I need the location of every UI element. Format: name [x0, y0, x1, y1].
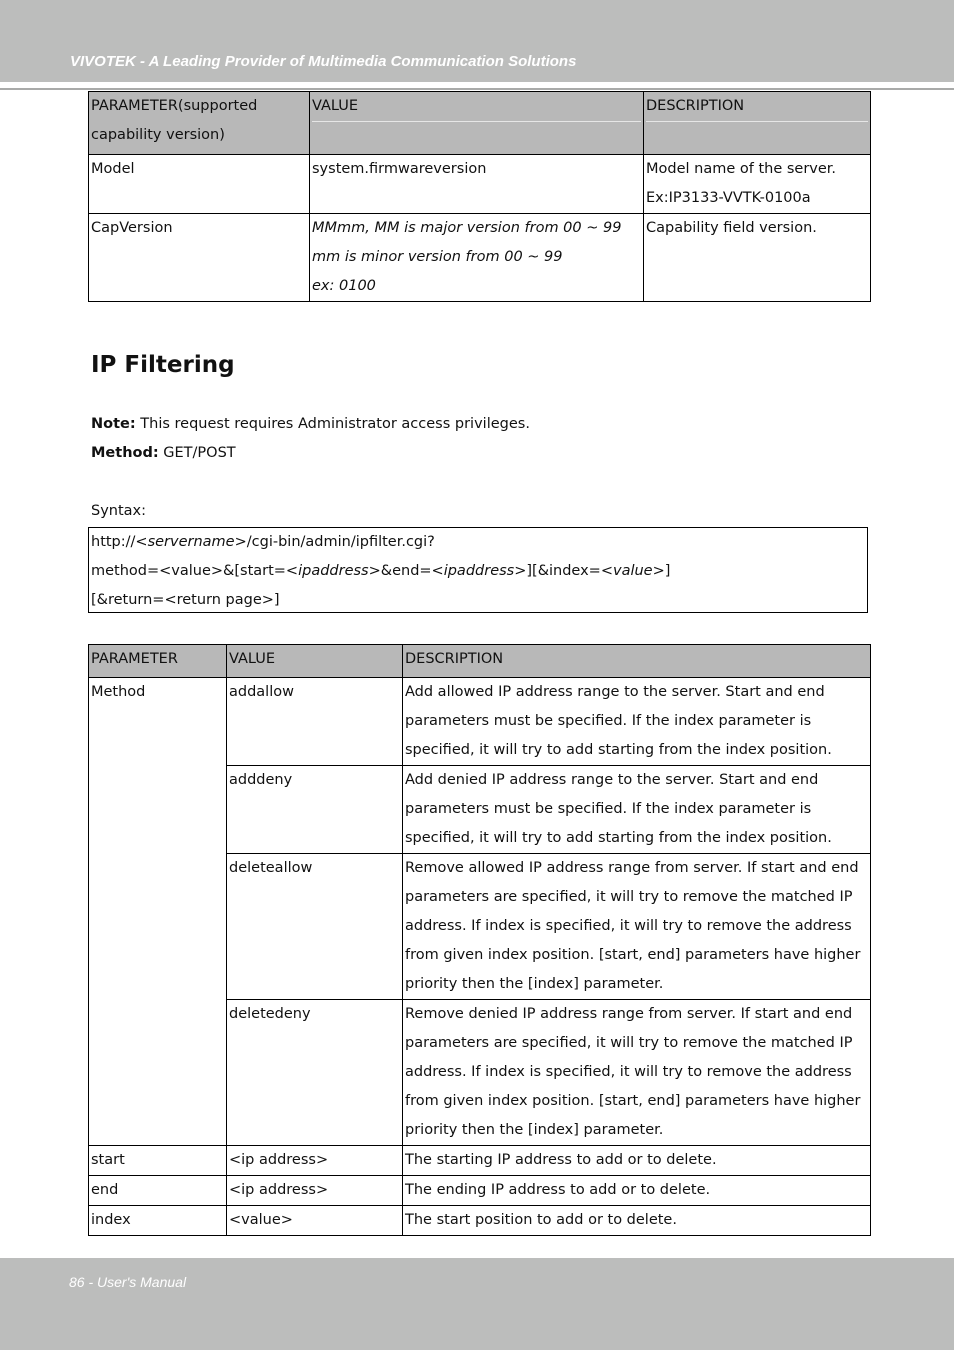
param-cell: start: [89, 1146, 227, 1176]
syntax-line: [91, 528, 867, 557]
method-paragraph: [91, 445, 236, 461]
table-row: [89, 1146, 871, 1176]
value-cell: <ip address>: [227, 1176, 403, 1206]
syntax-box: [88, 527, 868, 613]
value-cell: <ip address>: [227, 1146, 403, 1176]
value-line: ex: 0100: [312, 278, 376, 294]
column-header: [310, 92, 644, 155]
column-header-label: VALUE: [312, 92, 641, 122]
syntax-label: Syntax:: [91, 503, 147, 519]
header-divider: [0, 88, 954, 90]
syntax-text: >/cgi-bin/admin/ipfilter.cgi?: [234, 534, 435, 550]
param-cell: CapVersion: [89, 214, 310, 302]
param-cell: Method: [89, 678, 227, 1146]
description-cell: The ending IP address to add or to delete.: [403, 1176, 871, 1206]
value-line: system.firmwareversion: [312, 161, 487, 177]
note-text: This request requires Administrator access privileges.: [140, 416, 530, 432]
section-title: IP Filtering: [91, 352, 235, 378]
value-cell: addallow: [227, 678, 403, 766]
value-cell: adddeny: [227, 766, 403, 854]
value-line: MMmm, MM is major version from 00 ~ 99: [312, 220, 622, 236]
parameter-table: [88, 644, 871, 1236]
value-cell: [310, 155, 644, 214]
column-header: [89, 92, 310, 155]
syntax-variable: ipaddress: [443, 563, 515, 579]
value-cell: <value>: [227, 1206, 403, 1236]
table-row: [89, 214, 871, 302]
description-cell: Remove denied IP address range from server. If start and end parameters are specified, it will try to remove the matched IP address. If index is specified, it will try to remove the address from given index position. [start, end] parameters have higher priority then the [index] parameter.: [403, 1000, 871, 1146]
table-row: [89, 1206, 871, 1236]
description-cell: The start position to add or to delete.: [403, 1206, 871, 1236]
column-header: DESCRIPTION: [403, 645, 871, 678]
description-cell: Add denied IP address range to the server. Start and end parameters must be specified. If the index parameter is specified, it will try to add starting from the index position.: [403, 766, 871, 854]
description-cell: [644, 155, 871, 214]
capability-table: [88, 91, 871, 302]
column-header: PARAMETER: [89, 645, 227, 678]
syntax-variable: ipaddress: [298, 563, 369, 579]
description-cell: Add allowed IP address range to the server. Start and end parameters must be specified. If the index parameter is specified, it will try to add starting from the index position.: [403, 678, 871, 766]
column-header: [644, 92, 871, 155]
syntax-line: [91, 557, 867, 586]
param-cell: index: [89, 1206, 227, 1236]
table-row: [89, 678, 871, 766]
table-header-row: [89, 645, 871, 678]
column-header-label: DESCRIPTION: [646, 92, 868, 122]
value-cell: [310, 214, 644, 302]
syntax-text: method=<value>&[start=<: [91, 563, 299, 579]
header-title: VIVOTEK - A Leading Provider of Multimedia Communication Solutions: [70, 53, 577, 70]
description-cell: The starting IP address to add or to delete.: [403, 1146, 871, 1176]
syntax-text: >]: [652, 563, 671, 579]
syntax-variable: servername: [147, 534, 235, 550]
table-header-row: [89, 92, 871, 155]
value-cell: deletedeny: [227, 1000, 403, 1146]
param-cell: Model: [89, 155, 310, 214]
method-text: GET/POST: [163, 445, 236, 461]
description-cell: Remove allowed IP address range from server. If start and end parameters are specified, it will try to remove the matched IP address. If index is specified, it will try to remove the address from given index position. [start, end] parameters have higher priority then the [index] parameter.: [403, 854, 871, 1000]
syntax-text: http://<: [91, 534, 148, 550]
syntax-line: [&return=<return page>]: [91, 592, 280, 608]
syntax-variable: value: [612, 563, 653, 579]
table-row: [89, 1176, 871, 1206]
description-line: Ex:IP3133-VVTK-0100a: [646, 190, 811, 206]
page-footer: [0, 1258, 954, 1350]
note-label: Note:: [91, 416, 136, 432]
column-header: VALUE: [227, 645, 403, 678]
page-header: [0, 0, 954, 82]
method-label: Method:: [91, 445, 159, 461]
param-cell: end: [89, 1176, 227, 1206]
value-line: mm is minor version from 00 ~ 99: [312, 249, 563, 265]
column-header-label: PARAMETER(supported capability version): [91, 98, 258, 143]
table-row: [89, 155, 871, 214]
value-cell: deleteallow: [227, 854, 403, 1000]
syntax-text: >&end=<: [368, 563, 444, 579]
description-line: Capability field version.: [646, 220, 817, 236]
syntax-text: >][&index=<: [514, 563, 613, 579]
footer-page-label: 86 - User's Manual: [69, 1274, 187, 1290]
description-cell: [644, 214, 871, 302]
description-line: Model name of the server.: [646, 161, 837, 177]
note-paragraph: [91, 416, 530, 432]
